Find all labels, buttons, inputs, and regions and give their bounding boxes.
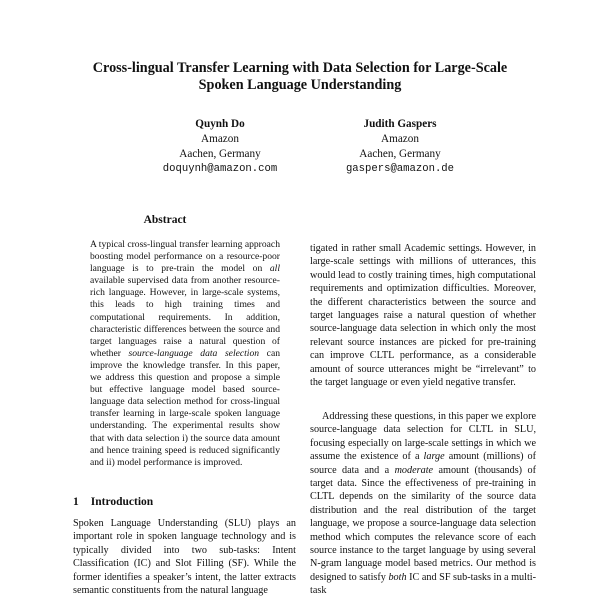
section-title: Introduction [90, 496, 154, 508]
abstract-text: A typical cross-lingual transfer learning approach boosting model performance on a resource-poor language is to pre-train the model on [90, 239, 280, 275]
author-location: Aachen, Germany [179, 148, 261, 160]
abstract-text: can improve the knowledge transfer. In this paper, we address this question and propose a simple but effective language model based source-language data selection method for cross-lingual transfer learning in large-scale spoken language understanding. The experimental results show that with data selection i) the source data amount and hence training speed is reduced significantly and ii) model performance is improved. [90, 347, 280, 468]
intro-emphasis: large [423, 451, 445, 463]
abstract-heading: Abstract [143, 214, 187, 226]
intro-text: Addressing these questions, in this paper we explore source-language data selection for CLTL in SLU, focusing especially on large-scale settings in which we assume the existence of a [310, 411, 536, 463]
intro-text: amount (millions) of source data and a [310, 451, 536, 476]
author-name: Quynh Do [195, 118, 245, 130]
author-email: doquynh@amazon.com [162, 163, 278, 175]
author-location: Aachen, Germany [359, 148, 441, 160]
intro-paragraph-2 [310, 242, 536, 389]
paper-title [40, 60, 560, 94]
section-heading [73, 496, 153, 508]
abstract-emphasis: source-language data selection [128, 347, 260, 359]
intro-text: Spoken Language Understanding (SLU) plays an important role in spoken language technology and is typically divided into two sub-tasks: Intent Classification (IC) and Slot Filling (SF). While the former identifies a speaker’s intent, the latter extracts semantic constituents from the natural language [73, 518, 296, 597]
author-email: gaspers@amazon.de [345, 163, 455, 175]
intro-text: IC and SF sub-tasks in a multi-task [310, 571, 536, 597]
intro-emphasis: both [388, 571, 407, 583]
author-name: Judith Gaspers [363, 118, 437, 130]
author-block-1 [120, 117, 320, 177]
author-block-2 [300, 117, 500, 177]
section-number: 1 [73, 496, 79, 508]
intro-paragraph-1 [73, 517, 296, 597]
title-line-2: Spoken Language Understanding [198, 77, 402, 93]
abstract-text: available supervised data from another resource-rich language. However, in large-scale systems, this leads to high training times and computational requirements. In addition, characteristic differences between the source and target languages raise a natural question of whether [90, 275, 280, 359]
intro-text: tigated in rather small Academic settings. However, in large-scale settings with millions of utterances, this would lead to costly training times, high computational requirements and optimization difficulties. Moreover, the different characteristics between the source and target languages raise a natural question of whether source-language data selection in which only the most relevant source instances are picked for pre-training can improve CLTL performance, as a considerable amount of source utterances might be “irrelevant” to the target language or even yield negative transfer. [310, 243, 536, 389]
intro-paragraph-3 [310, 410, 536, 598]
abstract-body [90, 239, 280, 469]
intro-text: amount (thousands) of target data. Since the effectiveness of pre-training in CLTL depends on the similarity of the source data distribution and the real distribution of the target language, we propose a source-language data selection method which computes the relevance score of each source instance to the target language by using several N-gram language model based metrics. Our method is designed to satisfy [310, 464, 536, 583]
intro-emphasis: moderate [394, 464, 434, 476]
author-affiliation: Amazon [381, 133, 419, 145]
author-affiliation: Amazon [201, 133, 239, 145]
abstract-emphasis: all [269, 263, 280, 275]
title-line-1: Cross-lingual Transfer Learning with Data Selection for Large-Scale [92, 60, 508, 76]
